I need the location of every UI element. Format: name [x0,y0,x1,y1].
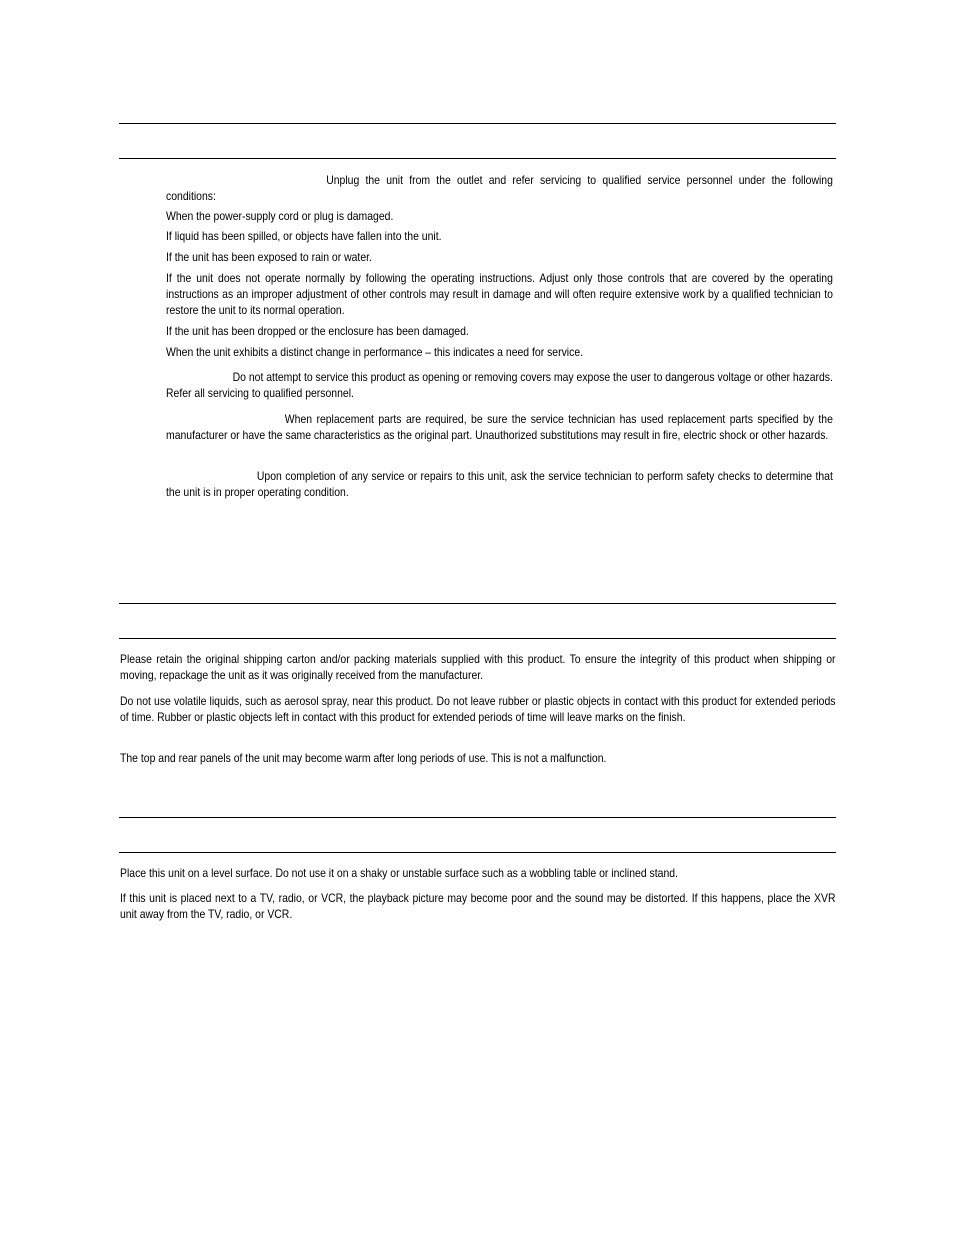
servicing-condition-performance: When the unit exhibits a distinct change in performance – this indicates a need for service. [166,346,584,359]
section-servicing-bottom-rule [119,158,836,159]
installation-level-surface: Place this unit on a level surface. Do not use it on a shaky or unstable surface such as a wobbling table or inclined stand. [120,867,678,880]
replacement-parts: When replacement parts are required, be sure the service technician has used replacement parts specified by the manufacturer or have the same characteristics as the original part. Unauthorized substitutions may result in fire, electric shock or other hazards. [166,413,833,442]
handling-liquids: Do not use volatile liquids, such as aerosol spray, near this product. Do not leave rubber or plastic objects in contact with this product for extended periods of time. Rubber or plastic objects left in contact with this product for extended periods of time will leave marks on the finish. [120,695,836,724]
section-handling-bottom-rule [119,638,836,639]
section-servicing-top-rule [119,123,836,124]
installation-interference: If this unit is placed next to a TV, radio, or VCR, the playback picture may become poor and the sound may be distorted. If this happens, place the XVR unit away from the TV, radio, or VCR. [120,892,836,921]
servicing-warning: Do not attempt to service this product as opening or removing covers may expose the user to dangerous voltage or other hazards. Refer all servicing to qualified personnel. [166,371,833,400]
safety-check: Upon completion of any service or repairs to this unit, ask the service technician to perform safety checks to determine that the unit is in proper operating condition. [166,470,833,499]
section-installation-bottom-rule [119,852,836,853]
servicing-condition-cord: When the power-supply cord or plug is damaged. [166,210,394,223]
servicing-condition-liquid: If liquid has been spilled, or objects have fallen into the unit. [166,230,442,243]
handling-warm-panels: The top and rear panels of the unit may become warm after long periods of use. This is not a malfunction. [120,752,607,765]
handling-shipping: Please retain the original shipping carton and/or packing materials supplied with this product. To ensure the integrity of this product when shipping or moving, repackage the unit as it was originally received from the manufacturer. [120,653,836,682]
servicing-condition-dropped: If the unit has been dropped or the enclosure has been damaged. [166,325,469,338]
servicing-condition-rain: If the unit has been exposed to rain or water. [166,251,372,264]
servicing-intro: Unplug the unit from the outlet and refer servicing to qualified service personnel under the following conditions: [166,174,833,203]
servicing-condition-abnormal: If the unit does not operate normally by following the operating instructions. Adjust only those controls that are covered by the operating instructions as an improper adjustment of other controls may result in damage and will often require extensive work by a qualified technician to restore the unit to its normal operation. [166,272,833,317]
section-handling-top-rule [119,603,836,604]
section-installation-top-rule [119,817,836,818]
